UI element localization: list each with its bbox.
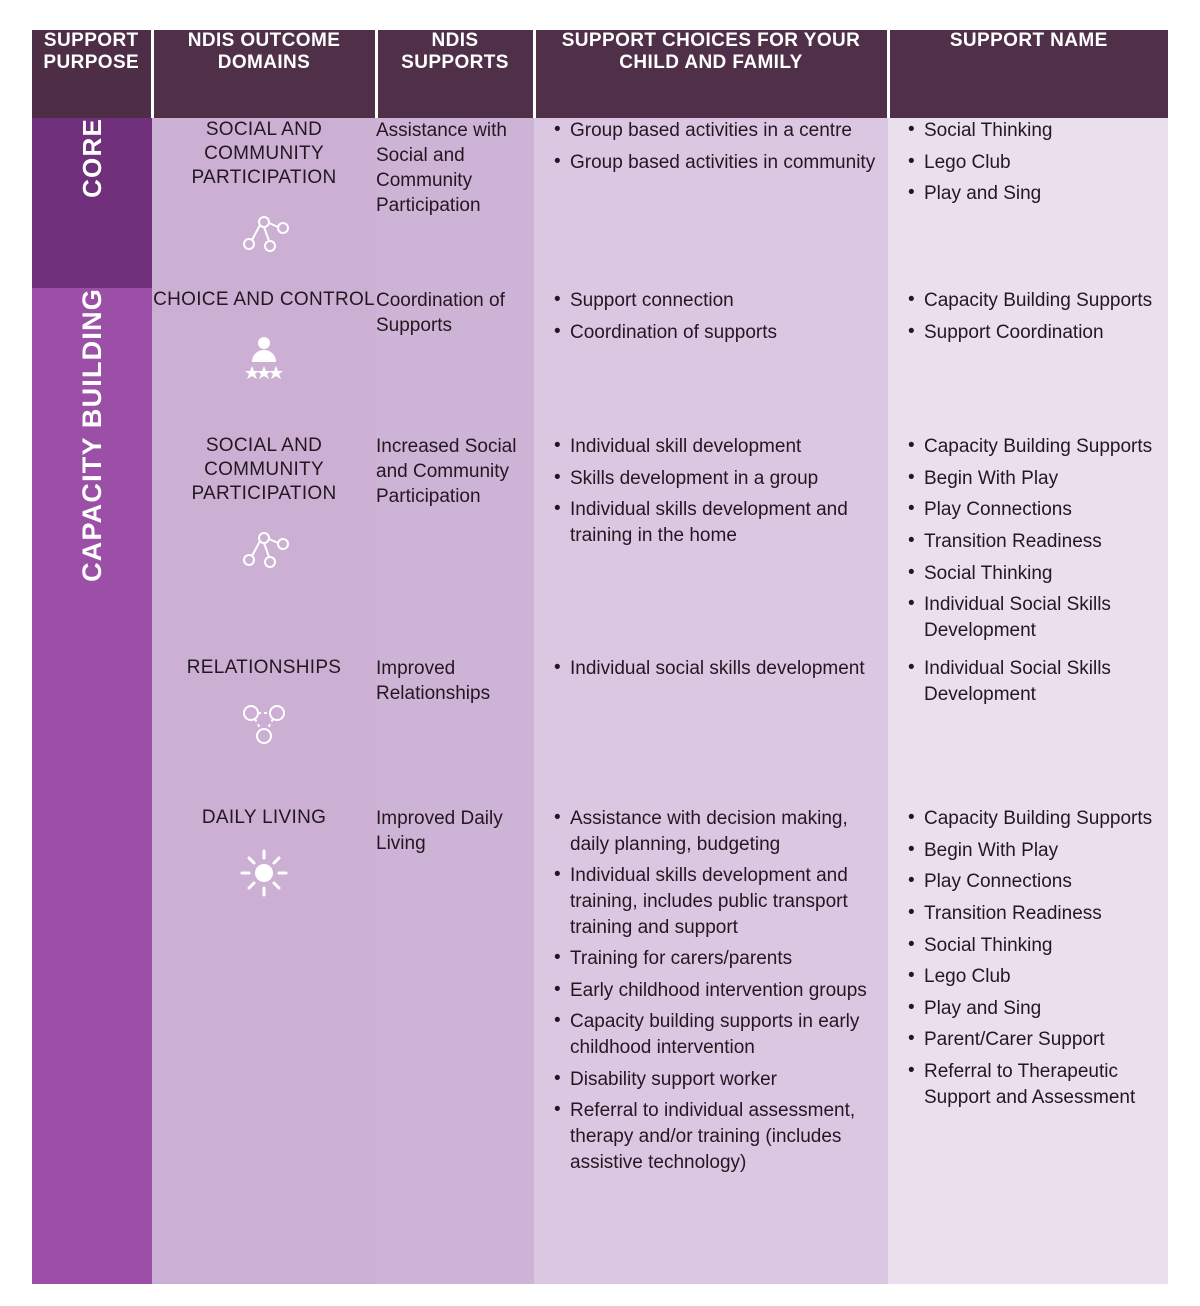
- supports-cell: Assistance with Social and Community Participation: [376, 118, 534, 288]
- supports-cell: Increased Social and Community Participation: [376, 434, 534, 656]
- choices-cell: [534, 288, 888, 434]
- list-item: • Skills development in a group: [554, 466, 888, 492]
- table-row: [32, 288, 1168, 434]
- domain-label: CHOICE AND CONTROL: [153, 289, 375, 310]
- support-name-cell: [888, 118, 1168, 288]
- domain-cell: [152, 434, 376, 656]
- list-item: • Capacity Building Supports: [908, 288, 1168, 314]
- list-item: • Coordination of supports: [554, 320, 888, 346]
- choices-cell: [534, 656, 888, 806]
- list-item: • Play Connections: [908, 497, 1168, 523]
- list-item: • Play and Sing: [908, 181, 1168, 207]
- people-triangle-icon: [152, 694, 376, 752]
- list-item: • Begin With Play: [908, 838, 1168, 864]
- network-nodes-icon: [152, 519, 376, 577]
- list-item: • Capacity Building Supports: [908, 434, 1168, 460]
- list-item: • Support Coordination: [908, 320, 1168, 346]
- table-body: [32, 118, 1168, 1284]
- domain-cell: [152, 656, 376, 806]
- domain-cell: [152, 806, 376, 1284]
- table-header: [32, 30, 1168, 118]
- person-stars-icon: [152, 326, 376, 384]
- purpose-cell-capacity-building: [32, 288, 152, 1284]
- list-item: • Individual skills development and training in the home: [554, 497, 888, 548]
- list-item: • Individual skills development and training, includes public transport training and support: [554, 863, 888, 940]
- domain-label: DAILY LIVING: [201, 807, 327, 828]
- list-item: • Individual skill development: [554, 434, 888, 460]
- support-name-list: [888, 288, 1168, 345]
- supports-cell: Coordination of Supports: [376, 288, 534, 434]
- list-item: • Social Thinking: [908, 933, 1168, 959]
- list-item: • Begin With Play: [908, 466, 1168, 492]
- list-item: • Referral to Therapeutic Support and Assessment: [908, 1059, 1168, 1110]
- list-item: • Parent/Carer Support: [908, 1027, 1168, 1053]
- network-nodes-icon: [152, 203, 376, 261]
- list-item: • Transition Readiness: [908, 901, 1168, 927]
- domain-label: RELATIONSHIPS: [186, 657, 342, 678]
- support-name-list: [888, 656, 1168, 707]
- list-item: • Social Thinking: [908, 561, 1168, 587]
- choices-list: [534, 434, 888, 549]
- support-name-list: [888, 434, 1168, 643]
- list-item: • Lego Club: [908, 150, 1168, 176]
- column-header-support-purpose: SUPPORT PURPOSE: [32, 30, 152, 118]
- support-name-list: [888, 118, 1168, 207]
- list-item: • Group based activities in community: [554, 150, 888, 176]
- choices-cell: [534, 806, 888, 1284]
- choices-list: [534, 656, 888, 682]
- supports-cell: Improved Relationships: [376, 656, 534, 806]
- column-header-support-name: SUPPORT NAME: [888, 30, 1168, 118]
- purpose-label-capacity-building: CAPACITY BUILDING: [76, 288, 107, 582]
- list-item: • Social Thinking: [908, 118, 1168, 144]
- list-item: • Play Connections: [908, 869, 1168, 895]
- header-row: [32, 30, 1168, 118]
- list-item: • Individual Social Skills Development: [908, 592, 1168, 643]
- list-item: • Assistance with decision making, daily planning, budgeting: [554, 806, 888, 857]
- list-item: • Transition Readiness: [908, 529, 1168, 555]
- purpose-cell-core: [32, 118, 152, 288]
- list-item: • Play and Sing: [908, 996, 1168, 1022]
- list-item: • Capacity Building Supports: [908, 806, 1168, 832]
- choices-list: [534, 806, 888, 1175]
- table-row: [32, 118, 1168, 288]
- list-item: • Referral to individual assessment, therapy and/or training (includes assistive technology): [554, 1098, 888, 1175]
- list-item: • Capacity building supports in early childhood intervention: [554, 1009, 888, 1060]
- choices-cell: [534, 118, 888, 288]
- list-item: • Lego Club: [908, 964, 1168, 990]
- sun-icon: [152, 844, 376, 902]
- list-item: • Disability support worker: [554, 1067, 888, 1093]
- choices-cell: [534, 434, 888, 656]
- list-item: • Training for carers/parents: [554, 946, 888, 972]
- table-row: [32, 434, 1168, 656]
- column-header-ndis-supports: NDIS SUPPORTS: [376, 30, 534, 118]
- list-item: • Individual Social Skills Development: [908, 656, 1168, 707]
- list-item: • Early childhood intervention groups: [554, 978, 888, 1004]
- choices-list: [534, 288, 888, 345]
- column-header-ndis-outcome-domains: NDIS OUTCOME DOMAINS: [152, 30, 376, 118]
- support-name-cell: [888, 656, 1168, 806]
- domain-label: SOCIAL AND COMMUNITY PARTICIPATION: [191, 119, 337, 188]
- ndis-support-matrix-table: [32, 30, 1168, 1284]
- list-item: • Support connection: [554, 288, 888, 314]
- column-header-support-choices: SUPPORT CHOICES FOR YOUR CHILD AND FAMILY: [534, 30, 888, 118]
- table-row: [32, 806, 1168, 1284]
- supports-cell: Improved Daily Living: [376, 806, 534, 1284]
- list-item: • Group based activities in a centre: [554, 118, 888, 144]
- support-name-list: [888, 806, 1168, 1110]
- support-name-cell: [888, 434, 1168, 656]
- choices-list: [534, 118, 888, 175]
- domain-cell: [152, 288, 376, 434]
- domain-label: SOCIAL AND COMMUNITY PARTICIPATION: [191, 435, 337, 504]
- table-row: [32, 656, 1168, 806]
- domain-cell: [152, 118, 376, 288]
- list-item: • Individual social skills development: [554, 656, 888, 682]
- purpose-label-core: CORE: [76, 118, 107, 198]
- support-name-cell: [888, 288, 1168, 434]
- support-name-cell: [888, 806, 1168, 1284]
